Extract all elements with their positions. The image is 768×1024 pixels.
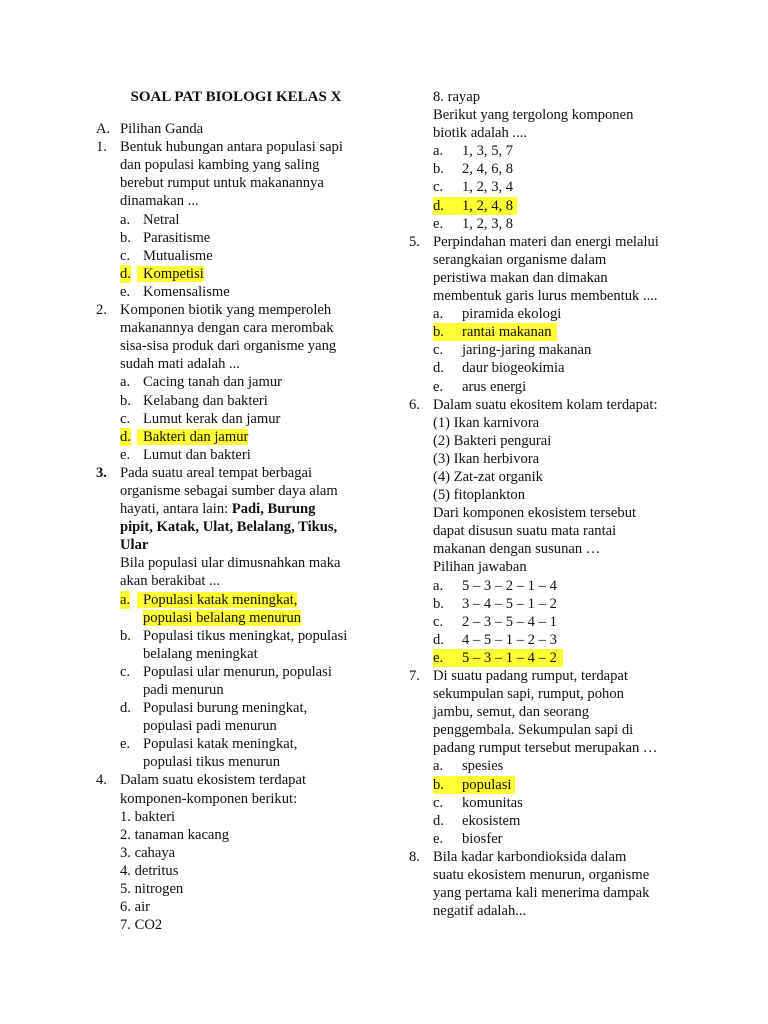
option-d-highlighted[interactable]: d. Bakteri dan jamur bbox=[120, 428, 249, 445]
option-d-highlighted[interactable]: d. 1, 2, 4, 8 bbox=[409, 197, 709, 215]
question-4: 4. Dalam suatu ekosistem terdapat komponen-komponen berikut: 1. bakteri 2. tanaman kacang 3. cahaya 4. detritus 5. nitrogen 6. air 7. CO2 bbox=[96, 771, 368, 934]
section-heading: A. Pilihan Ganda bbox=[96, 121, 204, 138]
question-number: 6. bbox=[409, 396, 420, 413]
list-item: (4) Zat-zat organik bbox=[433, 468, 543, 485]
list-item: (3) Ikan herbivora bbox=[433, 450, 540, 467]
option-c[interactable]: c. 1, 2, 3, 4 bbox=[433, 179, 514, 196]
option-d[interactable]: d. ekosistem bbox=[433, 812, 521, 829]
list-item: 4. detritus bbox=[120, 862, 179, 879]
option-d[interactable]: d. daur biogeokimia bbox=[433, 360, 565, 377]
option-b[interactable]: b. Kelabang dan bakteri bbox=[120, 392, 268, 409]
option-b[interactable]: b. 3 – 4 – 5 – 1 – 2 bbox=[433, 595, 557, 612]
option-b[interactable]: b. Parasitisme bbox=[120, 229, 211, 246]
question-number: 8. bbox=[409, 848, 420, 865]
question-number: 3. bbox=[96, 464, 107, 481]
option-e[interactable]: e. biosfer bbox=[433, 830, 503, 847]
question-number: 5. bbox=[409, 233, 420, 250]
question-2: 2. Komponen biotik yang memperoleh makanannya dengan cara merombak sisa-sisa produk dari organisme yang sudah mati adalah ... a. Cacing tanah dan jamur b. Kelabang dan bakteri c. Lumut kerak dan jamur d. Bakteri dan jamur e. Lumut dan bakteri bbox=[96, 301, 368, 464]
option-a[interactable]: a. piramida ekologi bbox=[433, 306, 562, 323]
list-item: (5) fitoplankton bbox=[433, 487, 526, 504]
list-item: 7. CO2 bbox=[120, 917, 163, 934]
list-item: 8. rayap bbox=[433, 89, 481, 105]
question-6: 6. Dalam suatu ekositem kolam terdapat: (1) Ikan karnivora (2) Bakteri pengurai (3) Ikan herbivora (4) Zat-zat organik (5) fitoplankton Dari komponen ekosistem tersebut dapat disusun suatu mata rantai makanan dengan susunan … Pilihan jawaban a. 5 – 3 – 2 – 1 – 4 b. 3 – 4 – 5 – 1 – 2 c. 2 – 3 – 5 – 4 – 1 d. 4 – 5 – 1 – 2 – 3 e. 5 – 3 – 1 – 4 – 2 bbox=[409, 396, 709, 667]
option-c[interactable]: c. Lumut kerak dan jamur bbox=[120, 410, 281, 427]
option-d[interactable]: d. 4 – 5 – 1 – 2 – 3 bbox=[433, 631, 557, 648]
option-b[interactable]: b. Populasi tikus meningkat, populasi belalang meningkat bbox=[120, 627, 348, 662]
option-e[interactable]: e. Komensalisme bbox=[120, 283, 230, 300]
option-c[interactable]: c. komunitas bbox=[433, 794, 523, 811]
list-item: 6. air bbox=[120, 899, 150, 916]
question-5: 5. Perpindahan materi dan energi melalui serangkaian organisme dalam peristiwa makan dan dimakan membentuk garis lurus membentuk .... a. piramida ekologi b. rantai makanan c. jaring-jaring makanan d. daur biogeokimia e. arus energi bbox=[409, 233, 709, 396]
option-e[interactable]: e. Populasi katak meningkat, populasi tikus menurun bbox=[120, 736, 298, 771]
option-e[interactable]: e. arus energi bbox=[433, 378, 527, 395]
option-c[interactable]: c. Populasi ular menurun, populasi padi menurun bbox=[120, 663, 332, 698]
question-number: 7. bbox=[409, 668, 420, 684]
option-c[interactable]: c. jaring-jaring makanan bbox=[433, 342, 592, 359]
option-a[interactable]: a. 5 – 3 – 2 – 1 – 4 bbox=[433, 577, 557, 594]
question-7: 7. Di suatu padang rumput, terdapat sekumpulan sapi, rumput, pohon jambu, semut, dan seorang penggembala. Sekumpulan sapi di padang rumput tersebut merupakan … a. spesies b. populasi c. komunitas d. ekosistem e. biosfer bbox=[409, 667, 709, 848]
list-item: (2) Bakteri pengurai bbox=[433, 432, 552, 449]
list-item: 3. cahaya bbox=[120, 844, 176, 861]
option-a[interactable]: a. spesies bbox=[433, 758, 504, 775]
option-a[interactable]: a. Netral bbox=[120, 211, 180, 228]
option-b[interactable]: b. 2, 4, 6, 8 bbox=[433, 161, 514, 178]
option-a-highlighted[interactable]: a. Populasi katak meningkat, populasi belalang menurun bbox=[120, 591, 302, 626]
option-e-highlighted[interactable]: e. 5 – 3 – 1 – 4 – 2 bbox=[409, 649, 709, 667]
list-item: 1. bakteri bbox=[120, 808, 176, 825]
option-b-highlighted[interactable]: b. populasi bbox=[409, 776, 709, 794]
option-e[interactable]: e. 1, 2, 3, 8 bbox=[433, 215, 514, 232]
option-d[interactable]: d. Populasi burung meningkat, populasi padi menurun bbox=[120, 700, 308, 735]
list-item: 5. nitrogen bbox=[120, 881, 184, 898]
option-e[interactable]: e. Lumut dan bakteri bbox=[120, 446, 251, 463]
left-column bbox=[96, 88, 368, 934]
question-8: 8. Bila kadar karbondioksida dalam suatu ekosistem menurun, organisme yang pertama kali menerima dampak negatif adalah... bbox=[409, 848, 650, 920]
list-item: (1) Ikan karnivora bbox=[433, 414, 540, 431]
question-3: 3. Pada suatu areal tempat berbagai organisme sebagai sumber daya alam hayati, antara lain: Padi, Burung pipit, Katak, Ulat, Belalang, Tikus, Ular Bila populasi ular dimusnahkan maka akan berakibat ... a. Populasi katak meningkat, populasi belalang menurun b. Populasi tikus meningkat, populasi belalang meningkat c. Populasi ular menurun, populasi padi menurun d. Populasi burung meningkat, populasi padi menurun e. Populasi katak meningkat, populasi tikus menurun bbox=[96, 464, 368, 772]
list-item: 2. tanaman kacang bbox=[120, 826, 229, 843]
question-number: 4. bbox=[96, 772, 107, 789]
question-number: 1. bbox=[96, 139, 107, 156]
option-b-highlighted[interactable]: b. rantai makanan bbox=[409, 323, 709, 341]
question-number: 2. bbox=[96, 302, 107, 319]
option-a[interactable]: a. Cacing tanah dan jamur bbox=[120, 374, 282, 391]
right-column: 8. rayap Berikut yang tergolong komponen biotik adalah .... a. 1, 3, 5, 7 b. 2, 4, 6, 8 c. 1, 2, 3, 4 d. 1, 2, 4, 8 e. 1, 2, 3, 8 5. Perpindahan materi dan energi melalui serangkaian organisme dalam peristiwa makan dan dimakan membentuk garis lurus membentuk .... a. piramida ekologi b. rantai makanan c. jaring-jaring makanan d. daur biogeokimia e. arus energi 6. Dalam suatu ekositem kolam terdapat: (1) Ikan karnivora (2) Bakteri pengurai (3) Ikan herbivora (4) Zat-zat organik (5) fitoplankton Dari komponen ekosistem tersebut dapat disusun suatu mata rantai makanan dengan susunan … Pilihan jawaban a. 5 – 3 – 2 – 1 – 4 b. 3 – 4 – 5 – 1 – 2 c. 2 – 3 – 5 – 4 – 1 d. 4 – 5 – 1 – 2 – 3 e. 5 – 3 – 1 – 4 – 2 7. Di suatu padang rumput, terdapat sekumpulan sapi, rumput, pohon jambu, semut, dan seorang penggembala. Sekumpulan sapi di padang rumput tersebut merupakan … a. spesies b. populasi c. komunitas d. ekosistem e. biosfer 8. Bila kadar karbondioksida dalam suatu ekosistem menurun, organisme yang pertama kali menerima dampak negatif adalah... bbox=[409, 88, 709, 920]
option-d-highlighted[interactable]: d. Kompetisi bbox=[120, 265, 204, 282]
question-1: 1. Bentuk hubungan antara populasi sapi dan populasi kambing yang saling berebut rumput untuk makanannya dinamakan ... a. Netral b. Parasitisme c. Mutualisme d. Kompetisi e. Komensalisme bbox=[96, 138, 368, 301]
option-c[interactable]: c. Mutualisme bbox=[120, 247, 213, 264]
option-a[interactable]: a. 1, 3, 5, 7 bbox=[433, 143, 514, 160]
option-c[interactable]: c. 2 – 3 – 5 – 4 – 1 bbox=[433, 613, 557, 630]
document-title: SOAL PAT BIOLOGI KELAS X bbox=[130, 89, 342, 105]
